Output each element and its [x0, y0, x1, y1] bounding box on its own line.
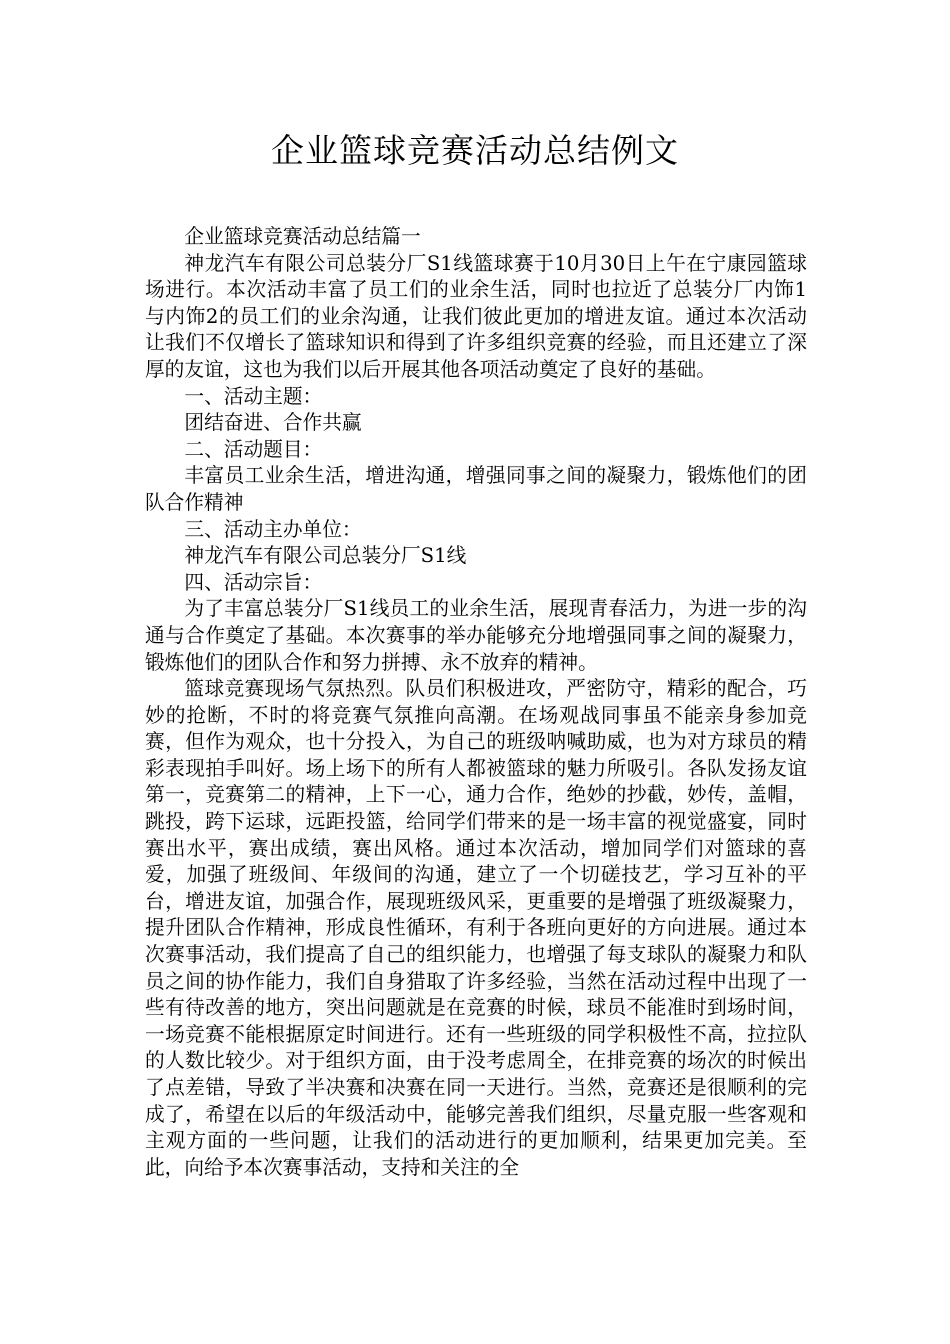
- activity-purpose-text: 为了丰富总装分厂S1线员工的业余生活，展现青春活力，为进一步的沟通与合作奠定了基础。本次赛事的举办能够充分地增强同事之间的凝聚力，锻炼他们的团队合作和努力拼搏、永不放弃的精神。: [145, 597, 807, 674]
- activity-theme-heading: 一、活动主题：: [184, 384, 323, 408]
- intro-paragraph: 神龙汽车有限公司总装分厂S1线篮球赛于10月30日上午在宁康园篮球场进行。本次活动丰富了员工们的业余生活，同时也拉近了总装分厂内饰1与内饰2的员工们的业余沟通，让我们彼此更加的增进友谊。通过本次活动让我们不仅增长了篮球知识和得到了许多组织竞赛的经验，而且还建立了深厚的友谊，这也为我们以后开展其他各项活动奠定了良好的基础。: [145, 251, 807, 381]
- activity-organizer-text: 神龙汽车有限公司总装分厂S1线: [184, 544, 467, 568]
- document-title: 企业篮球竞赛活动总结例文: [271, 131, 679, 170]
- summary-paragraph: 篮球竞赛现场气氛热烈。队员们积极进攻，严密防守，精彩的配合，巧妙的抢断，不时的将竞赛气氛推向高潮。在场观战同事虽不能亲身参加竞赛，但作为观众，也十分投入，为自己的班级呐喊助威，也为对方球员的精彩表现拍手叫好。场上场下的所有人都被篮球的魅力所吸引。各队发扬友谊第一，竞赛第二的精神，上下一心，通力合作，绝妙的抄截，妙传，盖帽，跳投，跨下运球，远距投篮，给同学们带来的是一场丰富的视觉盛宴，同时赛出水平，赛出成绩，赛出风格。通过本次活动，增加同学们对篮球的喜爱，加强了班级间、年级间的沟通，建立了一个切磋技艺，学习互补的平台，增进友谊，加强合作，展现班级风采，更重要的是增强了班级凝聚力，提升团队合作精神，形成良性循环，有利于各班向更好的方向进展。通过本次赛事活动，我们提高了自己的组织能力，也增强了每支球队的凝聚力和队员之间的协作能力，我们自身猎取了许多经验，当然在活动过程中出现了一些有待改善的地方，突出问题就是在竞赛的时候，球员不能准时到场时间，一场竞赛不能根据原定时间进行。还有一些班级的同学积极性不高，拉拉队的人数比较少。对于组织方面，由于没考虑周全，在排竞赛的场次的时候出了点差错，导致了半决赛和决赛在同一天进行。当然，竞赛还是很顺利的完成了，希望在以后的年级活动中，能够完善我们组织，尽量克服一些客观和主观方面的一些问题，让我们的活动进行的更加顺利，结果更加完美。至此，向给予本次赛事活动，支持和关注的全: [145, 677, 807, 1179]
- activity-topic-heading: 二、活动题目：: [184, 437, 323, 461]
- section-heading: 企业篮球竞赛活动总结篇一: [184, 225, 421, 248]
- document-body: [145, 224, 807, 1181]
- activity-theme-text: 团结奋进、合作共赢: [184, 411, 362, 435]
- activity-organizer-heading: 三、活动主办单位：: [184, 517, 362, 541]
- activity-purpose-heading: 四、活动宗旨：: [184, 570, 323, 594]
- activity-topic-text: 丰富员工业余生活，增进沟通，增强同事之间的凝聚力，锻炼他们的团队合作精神: [145, 464, 807, 514]
